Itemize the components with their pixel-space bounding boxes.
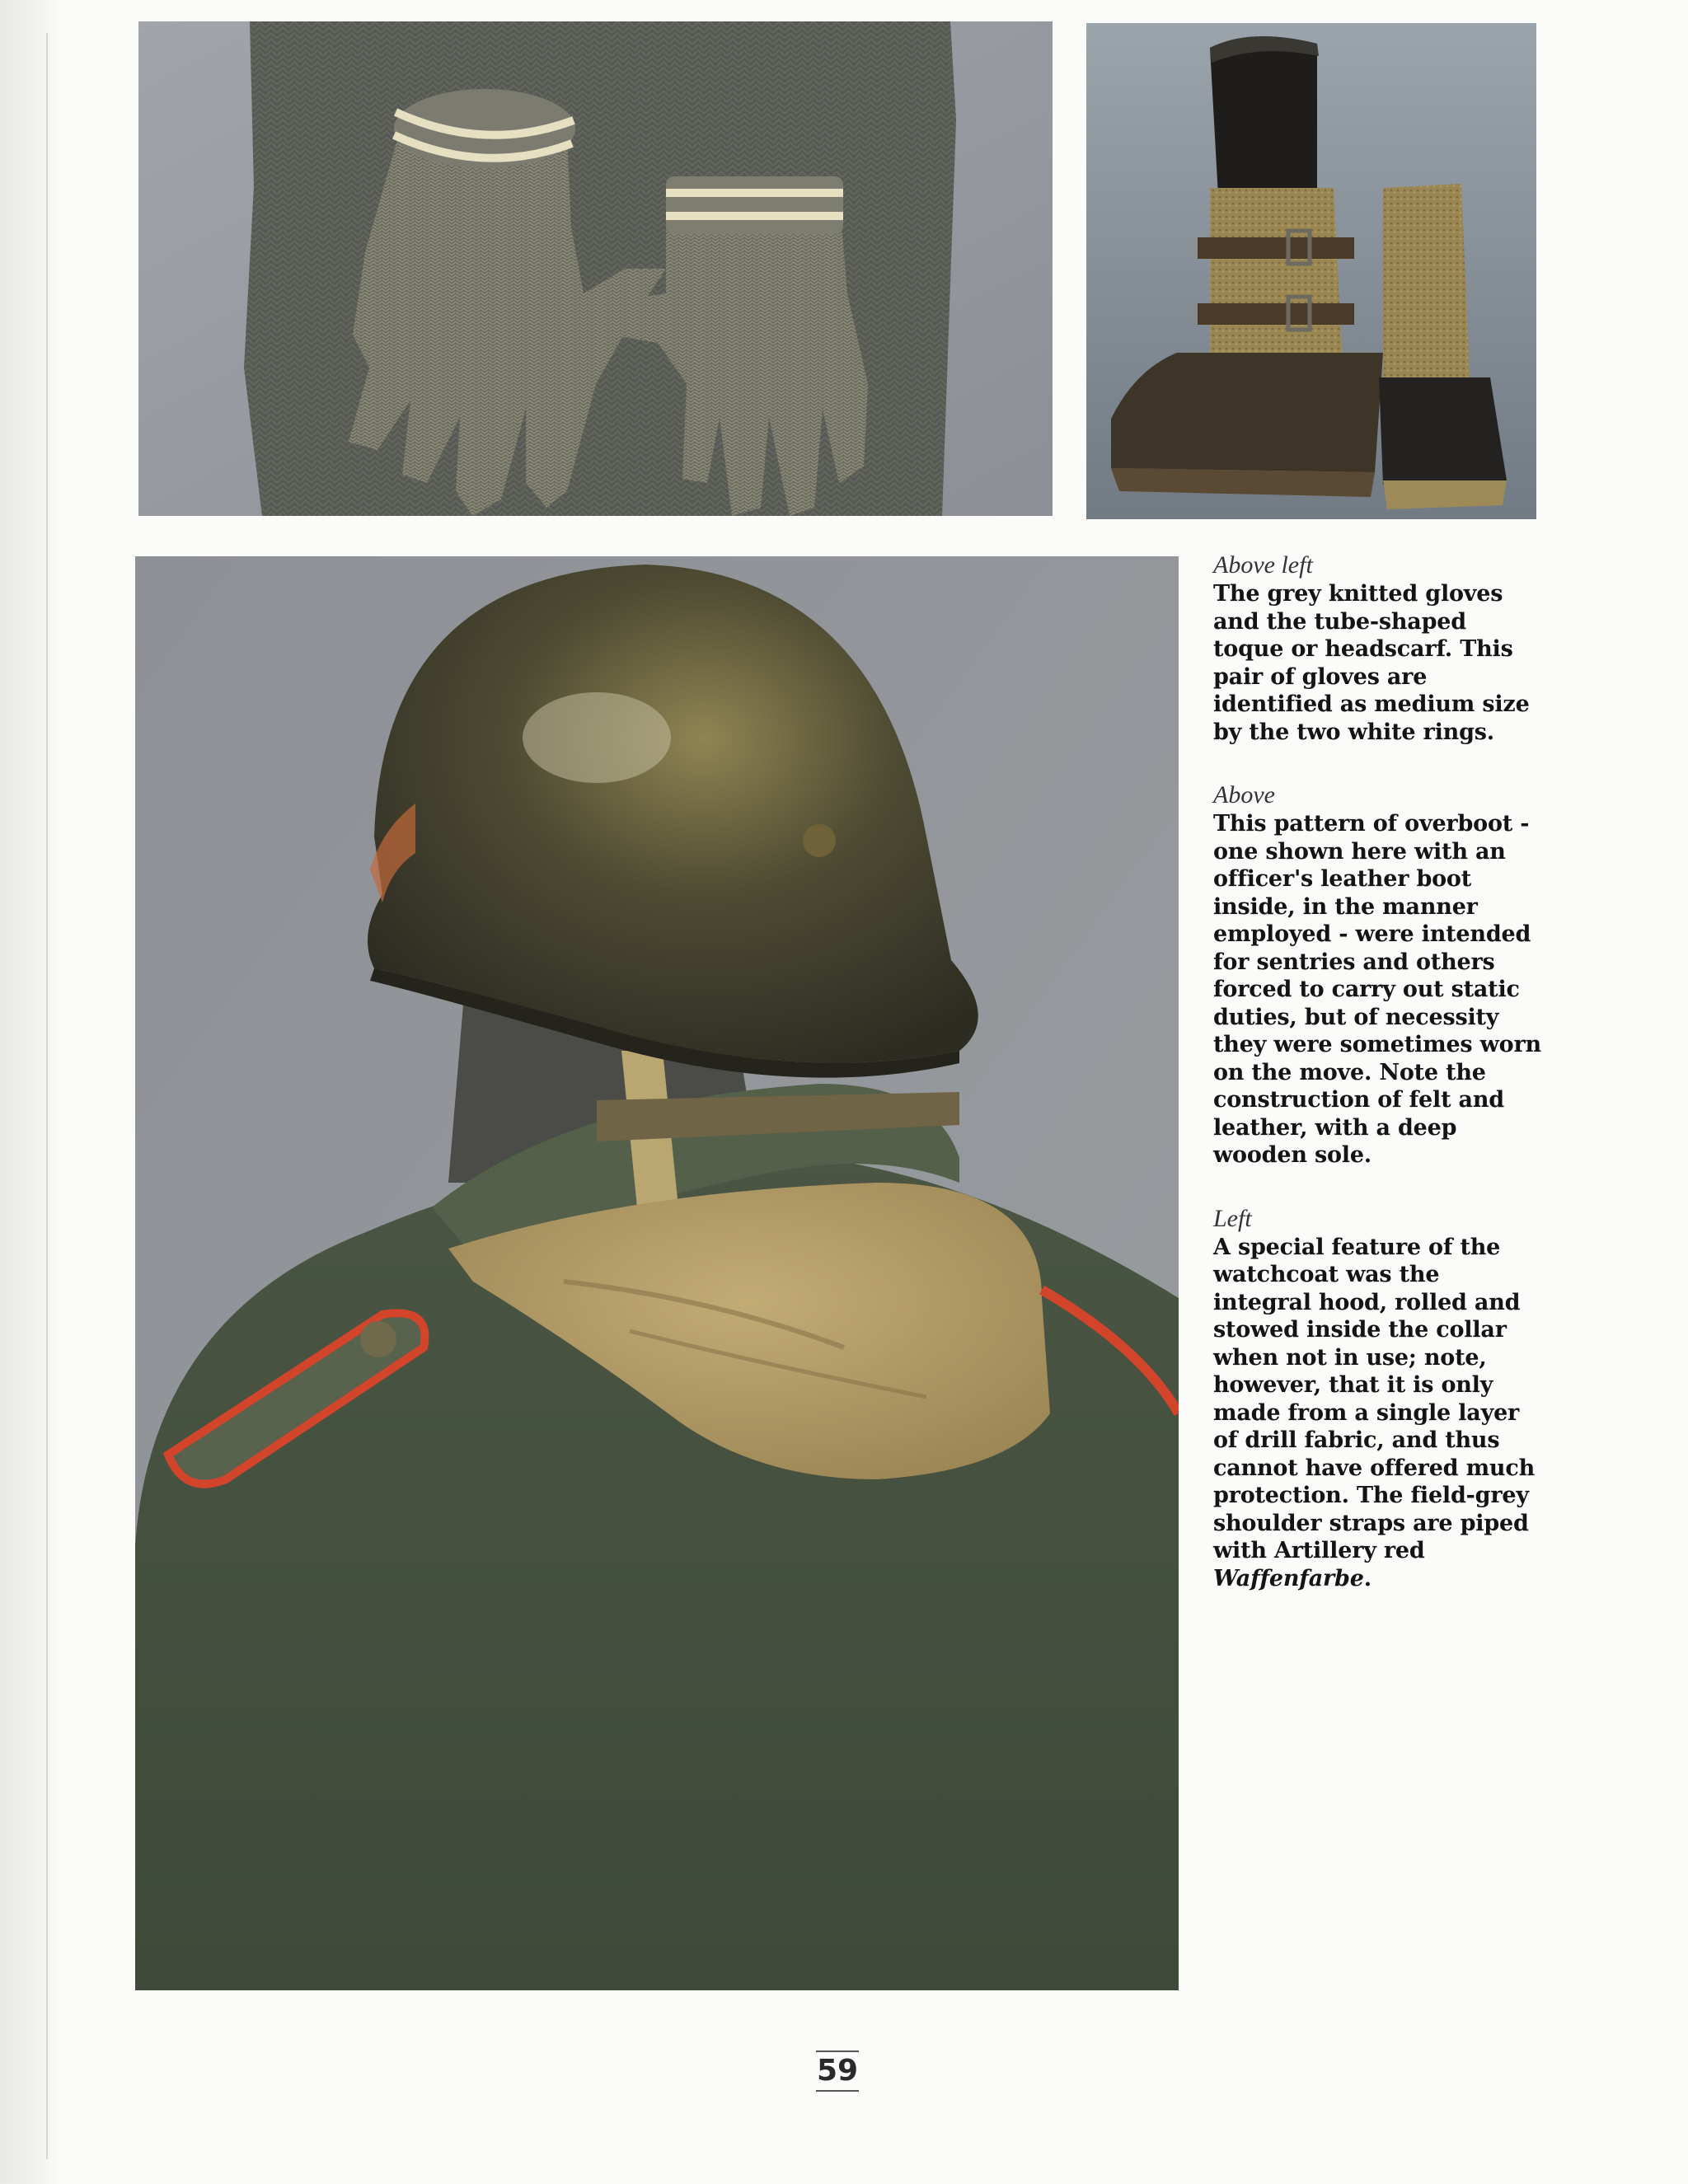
- photo-overboots: [1086, 23, 1536, 519]
- page-gutter: [0, 0, 62, 2184]
- caption-column: [1213, 551, 1543, 1627]
- caption-label: Above left: [1213, 551, 1313, 579]
- photo-knitted-gloves: [138, 21, 1053, 516]
- binding-line: [46, 33, 48, 2159]
- caption-left: [1213, 1204, 1543, 1593]
- caption-label: Left: [1213, 1204, 1252, 1232]
- caption-text-end: .: [1363, 1565, 1372, 1591]
- caption-label: Above: [1213, 781, 1275, 808]
- photo-helmet-watchcoat: [135, 556, 1179, 1990]
- page-number: 59: [816, 2050, 859, 2092]
- caption-text: The grey knitted gloves and the tube-shaped toque or headscarf. This pair of gloves are identified as medium size by the two white rings.: [1213, 581, 1530, 745]
- caption-text-italic: Waffenfarbe: [1213, 1565, 1364, 1591]
- caption-text: [1213, 1234, 1543, 1593]
- caption-above: [1213, 780, 1543, 1169]
- caption-above-left: [1213, 551, 1543, 746]
- caption-text: This pattern of overboot - one shown here with an officer's leather boot inside, in the manner employed - were intended for sentries and others forced to carry out static duties, but of necessity they were sometimes worn on the move. Note the construction of felt and leather, with a deep wooden sole.: [1213, 811, 1541, 1168]
- caption-text-main: A special feature of the watchcoat was the integral hood, rolled and stowed inside the collar when not in use; note, however, that it is only made from a single layer of drill fabric, and thus cannot have offered much protection. The field-grey shoulder straps are piped with Artillery red: [1213, 1234, 1536, 1563]
